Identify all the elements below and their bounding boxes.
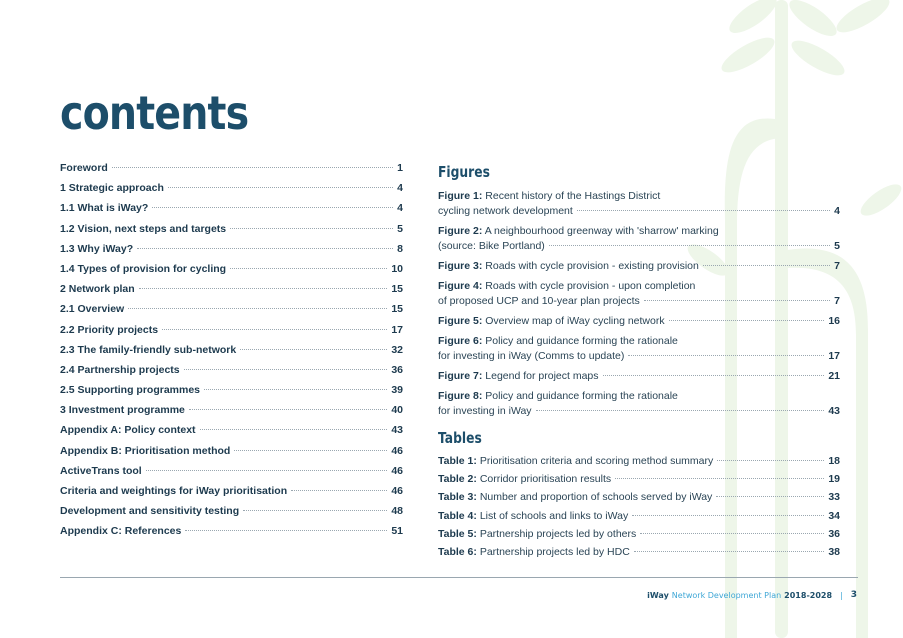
table-number: Table 1: bbox=[438, 455, 477, 467]
figures-list bbox=[438, 189, 840, 419]
toc-entry-label: Appendix C: References bbox=[60, 525, 182, 538]
dot-leader bbox=[152, 207, 393, 208]
toc-entry[interactable] bbox=[60, 344, 403, 364]
toc-entry[interactable] bbox=[60, 324, 403, 344]
figure-title-cont: cycling network development bbox=[438, 205, 573, 217]
dot-leader bbox=[634, 551, 825, 552]
table-page: 33 bbox=[828, 491, 840, 504]
toc-entry-label: 3 Investment programme bbox=[60, 404, 185, 417]
figure-title-cont: for investing in iWay bbox=[438, 405, 532, 417]
toc-entry-label: ActiveTrans tool bbox=[60, 464, 142, 477]
figure-page: 16 bbox=[828, 315, 840, 327]
figure-line2 bbox=[438, 239, 840, 254]
dot-leader bbox=[240, 349, 387, 350]
dot-leader bbox=[291, 490, 387, 491]
figure-number: Figure 8: bbox=[438, 390, 483, 402]
toc-entry[interactable] bbox=[60, 223, 403, 243]
dot-leader bbox=[632, 515, 824, 516]
figure-title: Policy and guidance forming the rationale bbox=[485, 335, 678, 347]
figure-title: Recent history of the Hastings District bbox=[485, 190, 661, 202]
toc-entry-page: 15 bbox=[391, 283, 403, 296]
figure-entry[interactable] bbox=[438, 334, 840, 364]
figure-line2 bbox=[438, 204, 840, 219]
toc-entry-page: 1 bbox=[397, 162, 403, 174]
table-page: 36 bbox=[828, 527, 840, 540]
dot-leader bbox=[168, 187, 393, 188]
figure-title-cont: for investing in iWay (Comms to update) bbox=[438, 350, 625, 362]
tables-list bbox=[438, 455, 840, 564]
dot-leader bbox=[189, 409, 387, 410]
dot-leader bbox=[615, 478, 824, 479]
table-entry[interactable] bbox=[438, 528, 840, 546]
toc-entry-label: 1.4 Types of provision for cycling bbox=[60, 262, 227, 275]
dot-leader bbox=[243, 510, 387, 511]
figure-line2 bbox=[438, 259, 840, 274]
dot-leader bbox=[230, 268, 387, 269]
dot-leader bbox=[577, 210, 830, 211]
figure-line2 bbox=[438, 404, 840, 419]
table-page: 18 bbox=[828, 455, 840, 467]
toc-entry[interactable] bbox=[60, 445, 403, 465]
toc-entry-page: 8 bbox=[397, 242, 403, 255]
figure-title: Policy and guidance forming the rationale bbox=[485, 390, 678, 402]
dot-leader bbox=[137, 248, 393, 249]
figure-page: 43 bbox=[828, 405, 840, 417]
figure-page: 4 bbox=[834, 205, 840, 217]
toc-entry[interactable] bbox=[60, 404, 403, 424]
figure-number: Figure 2: bbox=[438, 225, 483, 237]
figure-entry[interactable] bbox=[438, 314, 840, 329]
toc-entry-page: 46 bbox=[391, 485, 403, 497]
toc-entry-page: 15 bbox=[391, 303, 403, 316]
toc-entry-page: 32 bbox=[391, 343, 403, 356]
figure-number: Figure 4: bbox=[438, 280, 483, 292]
figure-title-cont: Legend for project maps bbox=[485, 370, 599, 382]
table-number: Table 2: bbox=[438, 473, 477, 486]
dot-leader bbox=[200, 429, 388, 430]
page-title: contents bbox=[60, 86, 249, 140]
table-title: Partnership projects led by others bbox=[479, 527, 637, 540]
figure-line1 bbox=[438, 334, 840, 349]
toc-entry[interactable] bbox=[60, 525, 403, 545]
toc-entry-page: 40 bbox=[391, 404, 403, 417]
toc-entry-page: 51 bbox=[391, 525, 403, 538]
table-title: List of schools and links to iWay bbox=[479, 509, 629, 522]
toc-entry-label: 1.3 Why iWay? bbox=[60, 242, 134, 255]
toc-entry[interactable] bbox=[60, 162, 403, 182]
toc-entry[interactable] bbox=[60, 505, 403, 525]
dot-leader bbox=[162, 329, 387, 330]
table-page: 38 bbox=[828, 545, 840, 558]
figures-heading: Figures bbox=[438, 163, 490, 181]
toc-entry-label: Appendix A: Policy context bbox=[60, 424, 196, 437]
footer-brand: iWay bbox=[647, 590, 669, 600]
toc-entry[interactable] bbox=[60, 243, 403, 263]
toc-entry-label: Foreword bbox=[60, 162, 108, 174]
dot-leader bbox=[703, 265, 830, 266]
dot-leader bbox=[628, 355, 824, 356]
footer-separator: | bbox=[840, 590, 843, 600]
figure-page: 21 bbox=[828, 370, 840, 382]
figure-number: Figure 1: bbox=[438, 190, 483, 202]
dot-leader bbox=[185, 530, 387, 531]
toc-entry-label: 2.2 Priority projects bbox=[60, 323, 159, 336]
toc-entry[interactable] bbox=[60, 283, 403, 303]
footer-subtitle: Network Development Plan bbox=[671, 590, 782, 600]
figure-line1 bbox=[438, 189, 840, 204]
figure-page: 7 bbox=[834, 260, 840, 272]
toc-entry[interactable] bbox=[60, 263, 403, 283]
dot-leader bbox=[230, 228, 393, 229]
table-title: Prioritisation criteria and scoring method summary bbox=[479, 455, 714, 467]
figure-number: Figure 3: bbox=[438, 260, 483, 272]
dot-leader bbox=[536, 410, 825, 411]
figure-number: Figure 6: bbox=[438, 335, 483, 347]
table-entry[interactable] bbox=[438, 455, 840, 473]
figure-entry[interactable] bbox=[438, 224, 840, 254]
toc-entry-page: 17 bbox=[391, 323, 403, 336]
dot-leader bbox=[184, 369, 388, 370]
table-number: Table 3: bbox=[438, 491, 477, 504]
dot-leader bbox=[234, 450, 387, 451]
figure-page: 7 bbox=[834, 295, 840, 307]
toc-entry[interactable] bbox=[60, 384, 403, 404]
toc-entry-label: 2 Network plan bbox=[60, 283, 135, 296]
toc-entry-page: 4 bbox=[397, 202, 403, 215]
toc-entry[interactable] bbox=[60, 303, 403, 323]
dot-leader bbox=[644, 300, 830, 301]
toc-entry-page: 46 bbox=[391, 444, 403, 457]
dot-leader bbox=[204, 389, 387, 390]
table-title: Partnership projects led by HDC bbox=[479, 545, 630, 558]
figure-title-cont: Overview map of iWay cycling network bbox=[485, 315, 665, 327]
toc-entry-page: 43 bbox=[391, 424, 403, 437]
dot-leader bbox=[146, 470, 388, 471]
figure-entry[interactable] bbox=[438, 259, 840, 274]
toc-entry-label: 1 Strategic approach bbox=[60, 182, 164, 195]
dot-leader bbox=[112, 167, 393, 168]
table-entry[interactable] bbox=[438, 491, 840, 509]
table-entry[interactable] bbox=[438, 473, 840, 491]
figure-line1 bbox=[438, 389, 840, 404]
toc-entry-label: 1.1 What is iWay? bbox=[60, 202, 149, 215]
figure-title: Roads with cycle provision - upon completion bbox=[485, 280, 696, 292]
table-title: Number and proportion of schools served by iWay bbox=[479, 491, 713, 504]
dot-leader bbox=[603, 375, 825, 376]
figure-page: 17 bbox=[828, 350, 840, 362]
figure-number: Figure 5: bbox=[438, 315, 483, 327]
toc-entry[interactable] bbox=[60, 485, 403, 505]
figure-line1 bbox=[438, 279, 840, 294]
table-entry[interactable] bbox=[438, 510, 840, 528]
figures-tables-panel bbox=[438, 163, 840, 564]
dot-leader bbox=[717, 460, 824, 461]
footer-divider bbox=[60, 577, 858, 578]
toc-entry-label: 2.1 Overview bbox=[60, 303, 125, 316]
toc-entry-label: 1.2 Vision, next steps and targets bbox=[60, 222, 227, 235]
figure-title-cont: Roads with cycle provision - existing provision bbox=[485, 260, 699, 272]
tables-heading: Tables bbox=[438, 429, 482, 447]
table-page: 19 bbox=[828, 473, 840, 486]
figure-number: Figure 7: bbox=[438, 370, 483, 382]
table-number: Table 4: bbox=[438, 509, 477, 522]
figure-line2 bbox=[438, 314, 840, 329]
toc-entry[interactable] bbox=[60, 182, 403, 202]
toc-entry-label: 2.3 The family-friendly sub-network bbox=[60, 343, 237, 356]
figure-entry[interactable] bbox=[438, 189, 840, 219]
table-page: 34 bbox=[828, 509, 840, 522]
table-title: Corridor prioritisation results bbox=[479, 473, 612, 486]
figure-page: 5 bbox=[834, 240, 840, 252]
dot-leader bbox=[549, 245, 830, 246]
toc-entry-page: 46 bbox=[391, 464, 403, 477]
toc-entry-page: 36 bbox=[391, 363, 403, 376]
toc-entry[interactable] bbox=[60, 424, 403, 444]
figure-entry[interactable] bbox=[438, 389, 840, 419]
page-number: 3 bbox=[850, 590, 857, 600]
toc-entry[interactable] bbox=[60, 465, 403, 485]
footer bbox=[647, 590, 857, 600]
figure-title-cont: (source: Bike Portland) bbox=[438, 240, 545, 252]
figure-title: A neighbourhood greenway with 'sharrow' marking bbox=[484, 225, 719, 237]
toc-entry-page: 10 bbox=[391, 262, 403, 275]
table-entry[interactable] bbox=[438, 546, 840, 564]
figure-line2 bbox=[438, 349, 840, 364]
toc-entry-page: 39 bbox=[391, 384, 403, 397]
figure-entry[interactable] bbox=[438, 279, 840, 309]
toc-entry-page: 4 bbox=[397, 182, 403, 195]
toc-entry[interactable] bbox=[60, 202, 403, 222]
figure-line1 bbox=[438, 224, 840, 239]
toc-entry-page: 5 bbox=[397, 222, 403, 235]
toc-entry-label: 2.5 Supporting programmes bbox=[60, 384, 201, 397]
table-number: Table 6: bbox=[438, 545, 477, 558]
figure-entry[interactable] bbox=[438, 369, 840, 384]
toc-entry-label: Criteria and weightings for iWay prioritisation bbox=[60, 485, 288, 497]
figure-line2 bbox=[438, 294, 840, 309]
toc-entry-page: 48 bbox=[391, 505, 403, 518]
dot-leader bbox=[716, 496, 824, 497]
toc-entry[interactable] bbox=[60, 364, 403, 384]
dot-leader bbox=[640, 533, 824, 534]
figure-title-cont: of proposed UCP and 10-year plan projects bbox=[438, 295, 640, 307]
toc-entry-label: Appendix B: Prioritisation method bbox=[60, 444, 231, 457]
toc-entry-label: 2.4 Partnership projects bbox=[60, 363, 180, 376]
table-number: Table 5: bbox=[438, 527, 477, 540]
toc-list bbox=[60, 162, 403, 546]
figure-line2 bbox=[438, 369, 840, 384]
dot-leader bbox=[669, 320, 825, 321]
toc-entry-label: Development and sensitivity testing bbox=[60, 505, 240, 518]
footer-years: 2018-2028 bbox=[784, 590, 833, 600]
dot-leader bbox=[139, 288, 388, 289]
dot-leader bbox=[128, 308, 387, 309]
